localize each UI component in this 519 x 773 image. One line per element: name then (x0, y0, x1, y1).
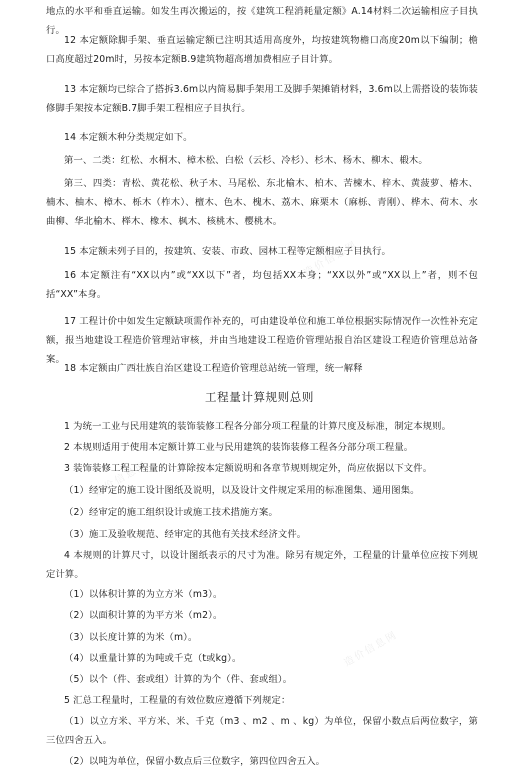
paragraph-item-16: 16 本定额注有“XX以内”或“XX以下”者，均包括XX本身；“XX以外”或“XX以上”者，则不包括“XX”本身。 (46, 269, 478, 300)
section-heading: 工程量计算规则总则 (205, 390, 314, 405)
rule-item-5-1: （1）以立方米、平方米、米、千克（m3 、m2 、m 、kg）为单位，保留小数点后两位数字，第三位四舍五入。 (46, 716, 478, 747)
rule-item-2: 2 本规则适用于使用本定额计算工业与民用建筑的装饰装修工程各分部分项工程量。 (64, 442, 414, 454)
rule-item-3: 3 装饰装修工程工程量的计算除按本定额说明和各章节规则规定外，尚应依据以下文件。 (64, 463, 433, 475)
paragraph-item-14: 14 本定额木种分类规定如下。 (64, 131, 193, 143)
watermark: 造价信息网 (152, 29, 210, 69)
paragraph-wood-class-1-2: 第一、二类：红松、水桐木、樟木松、白松（云杉、冷杉）、杉木、杨木、柳木、椴木。 (64, 154, 428, 166)
rule-item-5: 5 汇总工程量时，工程量的有效位数应遵循下列规定： (64, 694, 291, 706)
rule-item-4-4: （4）以重量计算的为吨或千克（t或kg）。 (64, 652, 242, 664)
paragraph-item-18: 18 本定额由广西壮族自治区建设工程造价管理总站统一管理，统一解释 (64, 363, 363, 375)
watermark: 造价信息网 (92, 459, 150, 499)
paragraph-item-15: 15 本定额未列子目的，按建筑、安装、市政、园林工程等定额相应子目执行。 (64, 246, 391, 258)
watermark: 造价信息网 (302, 239, 360, 279)
watermark: 造价信息网 (342, 629, 400, 669)
rule-item-3-3: （3）施工及验收规范、经审定的其他有关技术经济文件。 (64, 528, 307, 540)
paragraph-wood-class-3-4: 第三、四类：青松、黄花松、秋子木、马尾松、东北榆木、柏木、苦楝木、梓木、黄菠萝、椿木、楠木、柚木、樟木、栎木（柞木）、檀木、色木、槐木、荔木、麻栗木（麻栎、青刚）、桦木、荷木、水曲柳、华北榆木、榉木、橡木、枫木、核桃木、樱桃木。 (46, 178, 478, 228)
rule-item-4-2: （2）以面积计算的为平方米（m2）。 (64, 610, 223, 622)
paragraph-item-13: 13 本定额均已综合了搭拆3.6m以内简易脚手架用工及脚手架摊销材料，3.6m以上需搭设的装饰装修脚手架按本定额B.7脚手架工程相应子目执行。 (46, 84, 478, 115)
rule-item-4: 4 本规则的计算尺寸，以设计图纸表示的尺寸为准。除另有规定外，工程量的计量单位应按下列规定计算。 (46, 549, 478, 580)
paragraph-item-17: 17 工程计价中如发生定额缺项需作补充的，可由建设单位和施工单位根据实际情况作一次性补充定额，报当地建设工程造价管理站审核，并由当地建设工程造价管理站报自治区建设工程造价管理总站备案。 (46, 315, 478, 365)
rule-item-1: 1 为统一工业与民用建筑的装饰装修工程各分部分项工程量的计算尺度及标准，制定本规则。 (64, 421, 452, 433)
rule-item-3-2: （2）经审定的施工组织设计或施工技术措施方案。 (64, 506, 278, 518)
rule-item-5-2: （2）以吨为单位，保留小数点后三位数字，第四位四舍五入。 (64, 755, 326, 767)
rule-item-4-3: （3）以长度计算的为米（m）。 (64, 631, 198, 643)
paragraph-item-12: 12 本定额除脚手架、垂直运输定额已注明其适用高度外，均按建筑物檐口高度20m以下编制；檐口高度超过20m时，另按本定额B.9建筑物超高增加费相应子目计算。 (46, 34, 478, 65)
rule-item-4-5: （5）以个（件、套或组）计算的为个（件、套或组）。 (64, 673, 293, 685)
paragraph-continued: 地点的水平和垂直运输。如发生再次搬运的，按《建筑工程消耗量定额》A.14材料二次运输相应子目执行。 (46, 5, 478, 36)
rule-item-3-1: （1）经审定的施工设计图纸及说明，以及设计文件规定采用的标准图集、通用图集。 (64, 485, 420, 497)
rule-item-4-1: （1）以体积计算的为立方米（m3）。 (64, 589, 223, 601)
